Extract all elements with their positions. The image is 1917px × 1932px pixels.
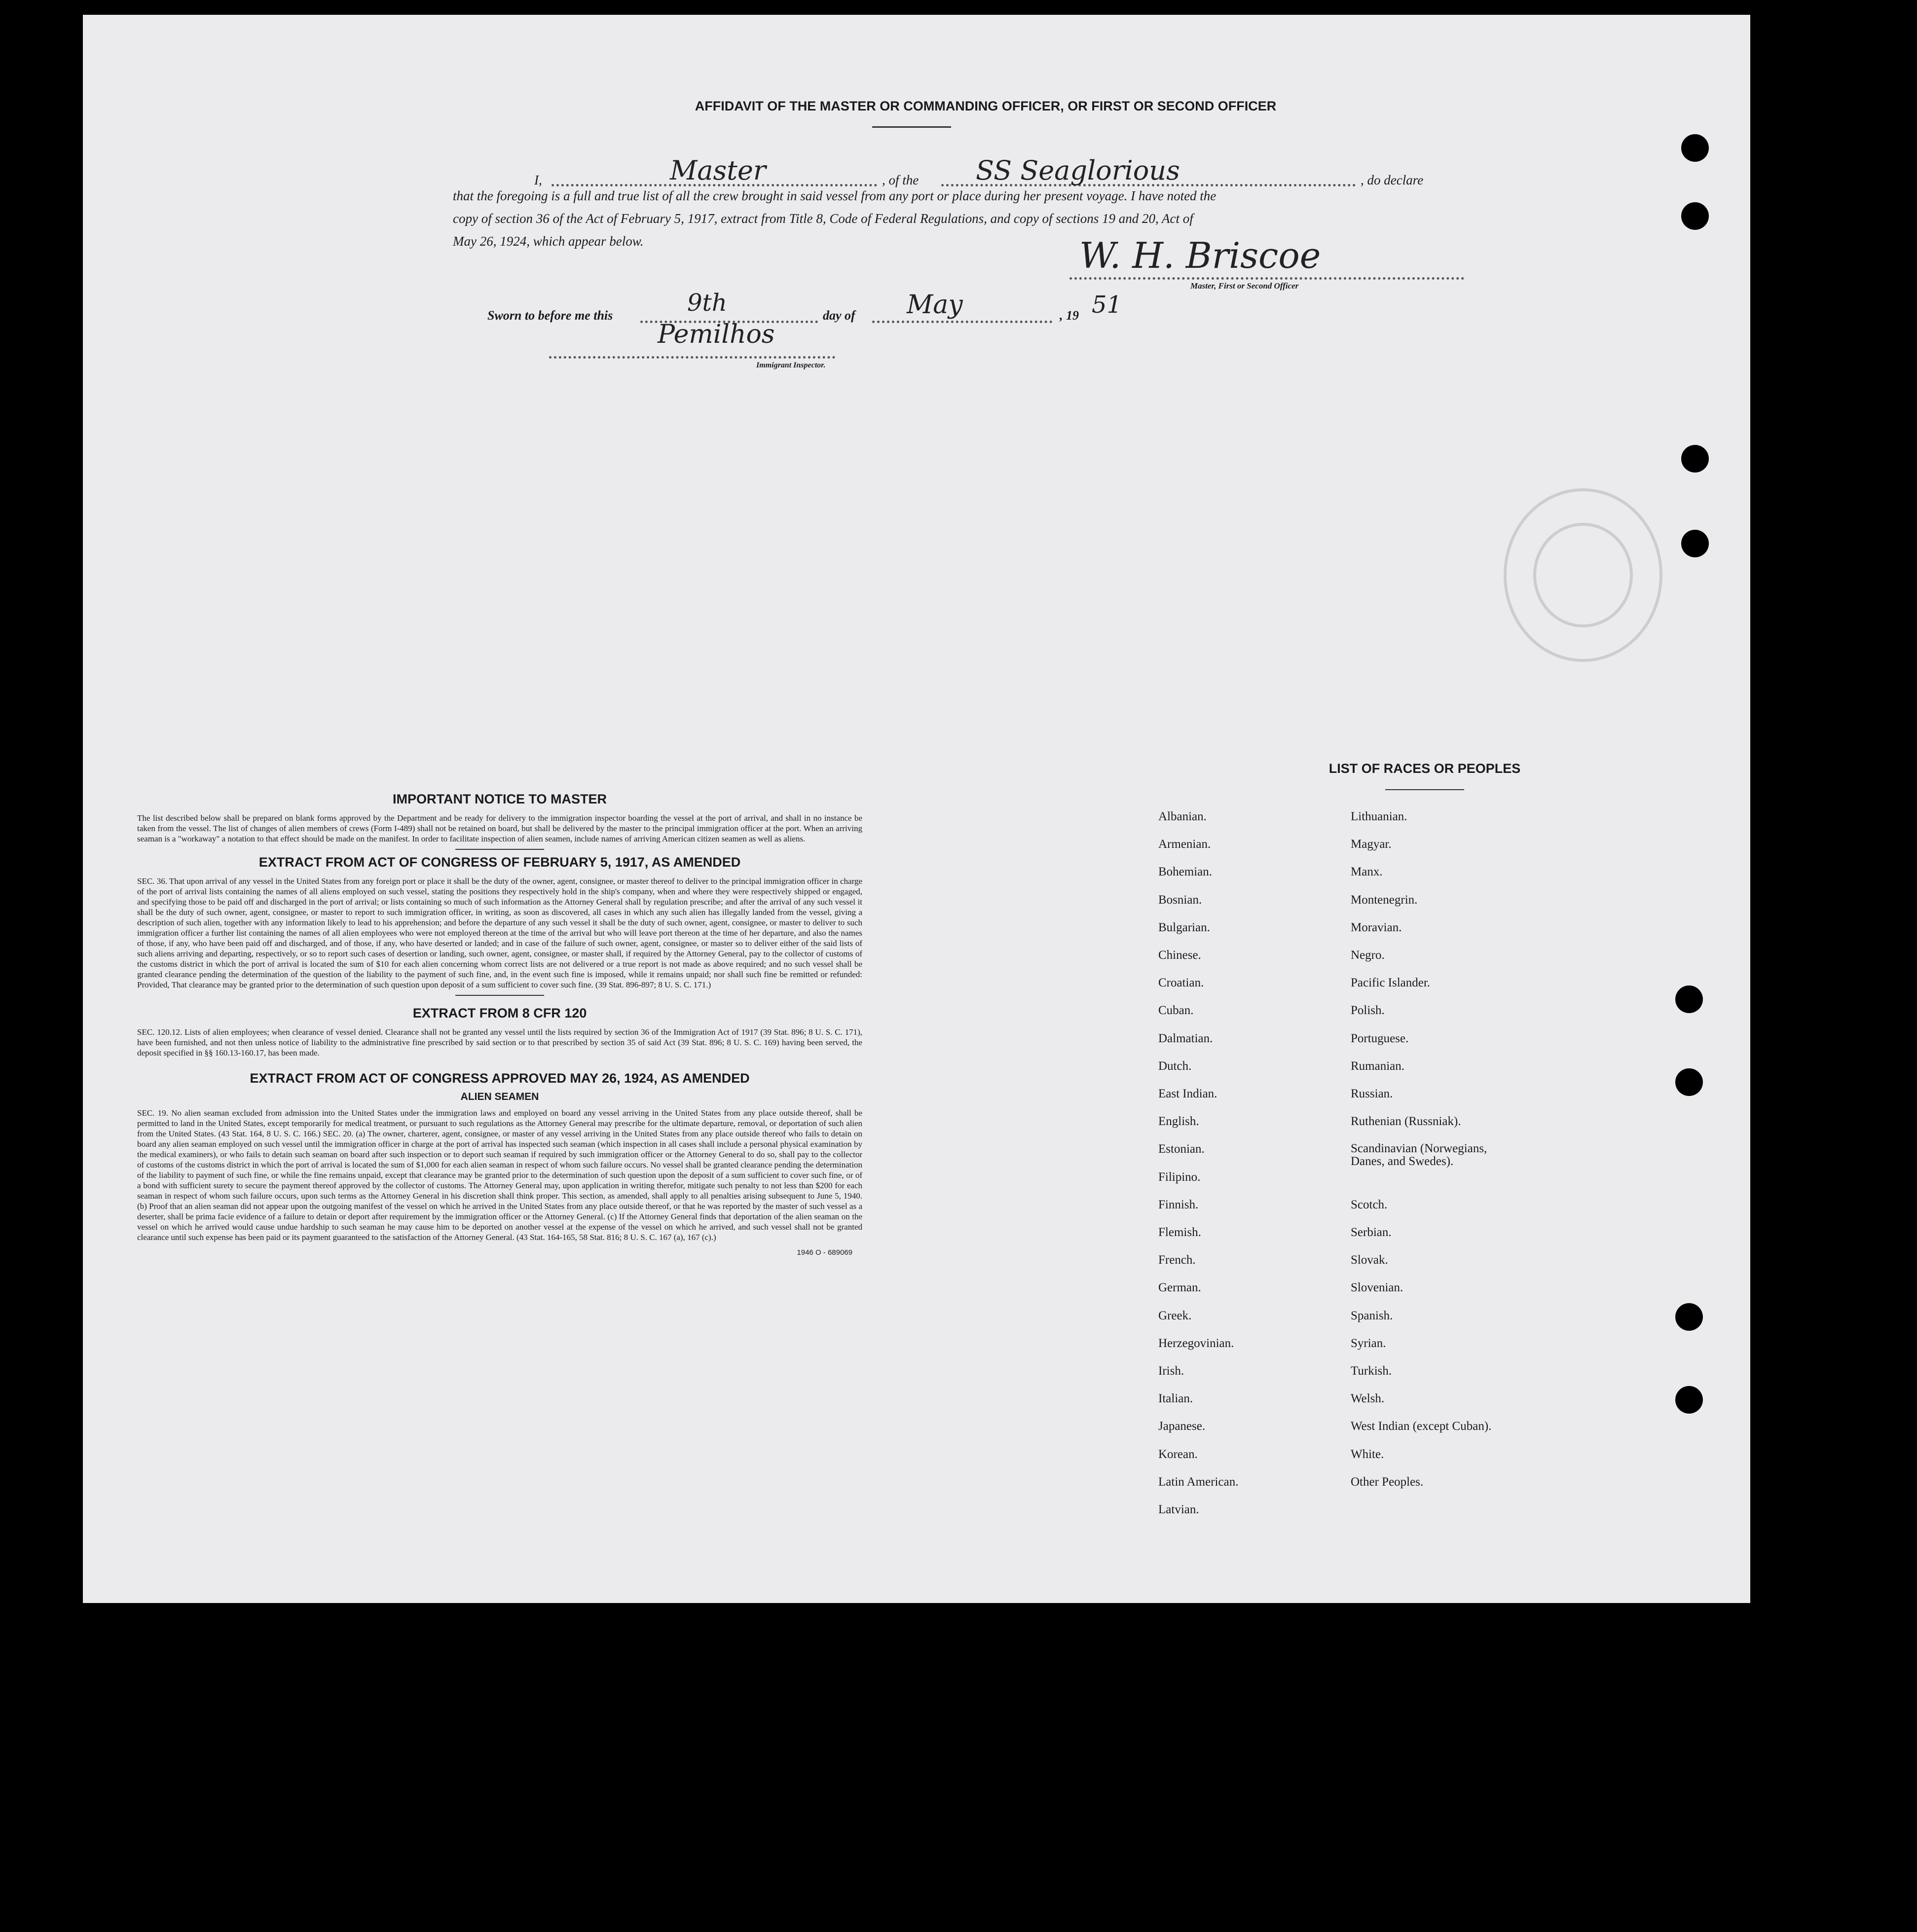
punch-hole <box>1675 1068 1703 1096</box>
vessel-name-value: SS Seaglorious <box>976 155 1180 186</box>
race-item: Turkish. <box>1351 1364 1392 1378</box>
day-of-label: day of <box>823 308 855 323</box>
punch-hole <box>1675 1303 1703 1331</box>
extract-1924-body: SEC. 19. No alien seaman excluded from admission into the United States under the immigration laws and employed on board any vessel arriving in the United States from any place outside thereof, shall be permitted to land in the United States, except temporarily for medical treatment, or pursuant to such regulations as the Attorney General may prescribe for the ultimate departure, removal, or deportation of such alien from the United States. (43 Stat. 164, 8 U. S. C. 166.) SEC. 20. (a) The owner, charterer, agent, consignee, or master of any vessel arriving in the United States from any place outside thereof who fails to detain on board any alien seaman employed on such vessel until the immigration officer in charge at the port of arrival has inspected such seaman (which inspection in all cases shall include a personal physical examination by the medical examiners), or who fails to detain such seaman on board after such inspection or to deport such seaman if required by such immigration officer or the Attorney General to do so, shall pay to the collector of customs of the customs district in which the port of arrival is located the sum of $1,000 for each alien seaman in respect of whom such failure occurs. No vessel shall be granted clearance pending the determination of the liability to payment of such fine, or while the fine remains unpaid, except that clearance may be granted prior to the determination of such question upon the deposit of a sum sufficient to cover such fine, or of a bond with sufficient surety to secure the payment thereof approved by the collector of customs. The Attorney General may, upon application in writing therefor, mitigate such penalty to not less than $200 for each seaman in respect of whom such failure occurs, upon such terms as the Attorney General in his discretion shall think proper. This section, as amended, shall apply to all penalties arising subsequent to June 5, 1940. (b) Proof that an alien seaman did not appear upon the outgoing manifest of the vessel on which he arrived in the United States from any place outside thereof, or that he was reported by the master of such vessel as a deserter, shall be prima facie evidence of a failure to detain or deport after requirement by the immigration officer or the Attorney General. (c) If the Attorney General finds that deportation of the alien seaman on the vessel on which he arrived would cause undue hardship to such seaman he may cause him to be deported on another vessel at the expense of the vessel on which he arrived, and such vessel shall not be granted clearance until such expense has been paid or its payment guaranteed to the satisfaction of the Attorney General. (43 Stat. 164-165, 58 Stat. 816; 8 U. S. C. 167 (a), 167 (c).) <box>137 1108 862 1242</box>
affidavit-line-3: copy of section 36 of the Act of February 5, 1917, extract from Title 8, Code of Federal Regulations, and copy of sections 19 and 20, Act of <box>453 211 1193 226</box>
race-item: Slovak. <box>1351 1253 1388 1267</box>
race-item: German. <box>1158 1281 1201 1295</box>
race-item: White. <box>1351 1447 1384 1461</box>
faded-stamp-inner <box>1533 523 1633 627</box>
race-item: Greek. <box>1158 1309 1192 1322</box>
master-name-value: Master <box>670 155 766 186</box>
cfr-title: EXTRACT FROM 8 CFR 120 <box>412 1006 587 1021</box>
race-item: Latvian. <box>1158 1503 1199 1516</box>
title-underline <box>872 126 951 128</box>
race-item: Portuguese. <box>1351 1031 1409 1045</box>
affidavit-line-2: that the foregoing is a full and true list of all the crew brought in said vessel from any port or place during her present voyage. I have noted the <box>453 188 1217 203</box>
notice-title: IMPORTANT NOTICE TO MASTER <box>393 792 607 806</box>
year-value: 51 <box>1092 291 1122 319</box>
race-item: Slovenian. <box>1351 1281 1403 1295</box>
race-item: Serbian. <box>1351 1226 1392 1239</box>
master-signature-line <box>1069 235 1464 280</box>
sworn-line <box>487 291 1227 326</box>
divider-2 <box>455 995 544 996</box>
race-item: Japanese. <box>1158 1420 1206 1433</box>
race-item: Dalmatian. <box>1158 1031 1213 1045</box>
affidavit-line-4: May 26, 1924, which appear below. <box>453 234 644 249</box>
races-title: LIST OF RACES OR PEOPLES <box>1328 761 1521 776</box>
race-item: Rumanian. <box>1351 1059 1405 1073</box>
race-item: Albanian. <box>1158 810 1207 823</box>
race-item: Montenegrin. <box>1351 893 1418 907</box>
race-item: Syrian. <box>1351 1336 1386 1350</box>
race-item: Magyar. <box>1351 838 1392 851</box>
race-item: Bulgarian. <box>1158 920 1210 934</box>
race-item: Bosnian. <box>1158 893 1202 907</box>
race-item: Scotch. <box>1351 1198 1388 1211</box>
extract-1917-title: EXTRACT FROM ACT OF CONGRESS OF FEBRUARY 5, 1917, AS AMENDED <box>258 855 741 870</box>
affidavit-line-1 <box>453 157 1464 186</box>
inspector-caption: Immigrant Inspector. <box>756 361 826 369</box>
punch-hole <box>1681 445 1709 473</box>
race-item: English. <box>1158 1115 1199 1129</box>
printer-code: 1946 O - 689069 <box>797 1248 852 1257</box>
race-item: Other Peoples. <box>1351 1475 1424 1489</box>
punch-hole <box>1681 134 1709 162</box>
master-signature: W. H. Briscoe <box>1079 235 1321 276</box>
race-item: Armenian. <box>1158 838 1211 851</box>
race-item: Korean. <box>1158 1447 1198 1461</box>
race-item: Filipino. <box>1158 1170 1201 1184</box>
document-page <box>83 15 1750 1603</box>
race-item: Irish. <box>1158 1364 1184 1378</box>
divider-1 <box>455 849 544 850</box>
punch-hole <box>1681 202 1709 230</box>
race-item: Dutch. <box>1158 1059 1192 1073</box>
legal-column <box>137 792 862 1257</box>
race-item: Bohemian. <box>1158 865 1213 879</box>
extract-1917-body: SEC. 36. That upon arrival of any vessel in the United States from any foreign port or place it shall be the duty of the owner, agent, consignee, or master thereof to deliver to the principal immigration officer in charge of the port of arrival lists containing the names of all aliens employed on such vessel, stating the positions they respectively hold in the ship's company, when and where they were respectively shipped or engaged, and specifying those to be paid off and discharged in the port of arrival; or lists containing so much of such information as the Attorney General shall by regulation prescribe; and after the arrival of any such vessel it shall be the duty of such owner, agent, consignee, or master to report to such immigration officer, in writing, as soon as discovered, all cases in which any such alien has illegally landed from the vessel, giving a description of such alien, together with any information likely to lead to his apprehension; and before the departure of any such vessel it shall be the duty of such owner, agent, consignee, or master to deliver to such immigration officer a further list containing the names of all alien employees who were not employed thereon at the time of the arrival but who will leave port thereon at the time of her departure, and also the names of those, if any, who have been paid off and discharged, and of those, if any, who have deserted or landed; and in case of the failure of such owner, agent, consignee, or master so to deliver either of the said lists of such aliens arriving and departing, respectively, or so to report such cases of desertion or landing, such owner, agent, consignee, or master shall, if required by the Attorney General, pay to the collector of customs of the customs district in which the port of arrival is located the sum of $10 for each alien concerning whom correct lists are not delivered or a true report is not made as above required; and no such vessel shall be granted clearance pending the determination of the question of the liability to the payment of such fine, and, in the event such fine is imposed, while it remains unpaid; nor shall such fine be remitted or refunded: Provided, That clearance may be granted prior to the determination of such question upon deposit of a sum sufficient to cover such fine. (39 Stat. 896-897; 8 U. S. C. 171.) <box>137 876 862 989</box>
race-item: Finnish. <box>1158 1198 1199 1211</box>
day-value: 9th <box>687 289 727 317</box>
race-item: Flemish. <box>1158 1226 1201 1239</box>
race-item: Herzegovinian. <box>1158 1336 1234 1350</box>
month-value: May <box>907 290 963 320</box>
race-item: French. <box>1158 1253 1196 1267</box>
month-field <box>872 291 1052 323</box>
extract-1924-subtitle: ALIEN SEAMEN <box>460 1091 539 1102</box>
race-item: Latin American. <box>1158 1475 1239 1489</box>
race-item: Scandinavian (Norwegians, Danes, and Swedes). <box>1351 1142 1487 1168</box>
race-item: Italian. <box>1158 1392 1193 1406</box>
notice-body: The list described below shall be prepared on blank forms approved by the Department and be ready for delivery to the immigration inspector boarding the vessel at the port of arrival, and shall in no instance be taken from the vessel. The list of changes of alien members of crews (Form I-489) shall not be retained on board, but shall be delivered by the master to the principal immigration officer at the port. When an arriving seaman is a "workaway" a notation to that effect should be made on the manifest. In order to facilitate inspection of alien seamen, include names of arriving American citizen seamen as well as aliens. <box>137 813 862 843</box>
inspector-signature-line <box>549 320 835 359</box>
race-item: Moravian. <box>1351 920 1402 934</box>
extract-1924-title: EXTRACT FROM ACT OF CONGRESS APPROVED MAY 26, 1924, AS AMENDED <box>250 1071 750 1086</box>
race-item: Estonian. <box>1158 1142 1205 1156</box>
of-the-label: , of the <box>882 173 919 187</box>
race-item: Chinese. <box>1158 948 1201 962</box>
signature-caption: Master, First or Second Officer <box>1190 281 1299 291</box>
cfr-body: SEC. 120.12. Lists of alien employees; when clearance of vessel denied. Clearance shall not be granted any vessel until the lists required by section 36 of the Immigration Act of 1917 (39 Stat. 896; 8 U. S. C. 171), have been furnished, and not then unless notice of liability to the administrative fine prescribed by said section or to that prescribed by section 35 of said Act (39 Stat. 896; 8 U. S. C. 169) having been served, the deposit specified in §§ 160.13-160.17, has been made. <box>137 1027 862 1057</box>
race-item: Russian. <box>1351 1087 1393 1100</box>
punch-hole <box>1675 1386 1703 1414</box>
sworn-label: Sworn to before me this <box>487 308 613 323</box>
race-item: Welsh. <box>1351 1392 1385 1406</box>
punch-hole <box>1681 530 1709 557</box>
punch-hole <box>1675 985 1703 1013</box>
races-title-underline <box>1385 789 1464 790</box>
race-item: West Indian (except Cuban). <box>1351 1420 1492 1433</box>
race-item: Spanish. <box>1351 1309 1393 1322</box>
race-item: Cuban. <box>1158 1004 1194 1018</box>
race-item: Negro. <box>1351 948 1385 962</box>
inspector-signature: Pemilhos <box>658 320 775 349</box>
race-item: Manx. <box>1351 865 1383 879</box>
race-item: Pacific Islander. <box>1351 976 1431 990</box>
master-name-field <box>552 157 877 186</box>
i-label: I, <box>534 173 542 187</box>
race-item: Croatian. <box>1158 976 1204 990</box>
race-item: Ruthenian (Russniak). <box>1351 1115 1461 1129</box>
race-item: Polish. <box>1351 1004 1385 1018</box>
race-item: Lithuanian. <box>1351 810 1407 823</box>
vessel-name-field <box>941 157 1356 186</box>
race-item: East Indian. <box>1158 1087 1217 1100</box>
do-declare-label: , do declare <box>1361 173 1424 187</box>
affidavit-title: AFFIDAVIT OF THE MASTER OR COMMANDING OFFICER, OR FIRST OR SECOND OFFICER <box>695 99 1277 113</box>
year-prefix: , 19 <box>1060 308 1079 323</box>
day-field <box>640 291 818 323</box>
